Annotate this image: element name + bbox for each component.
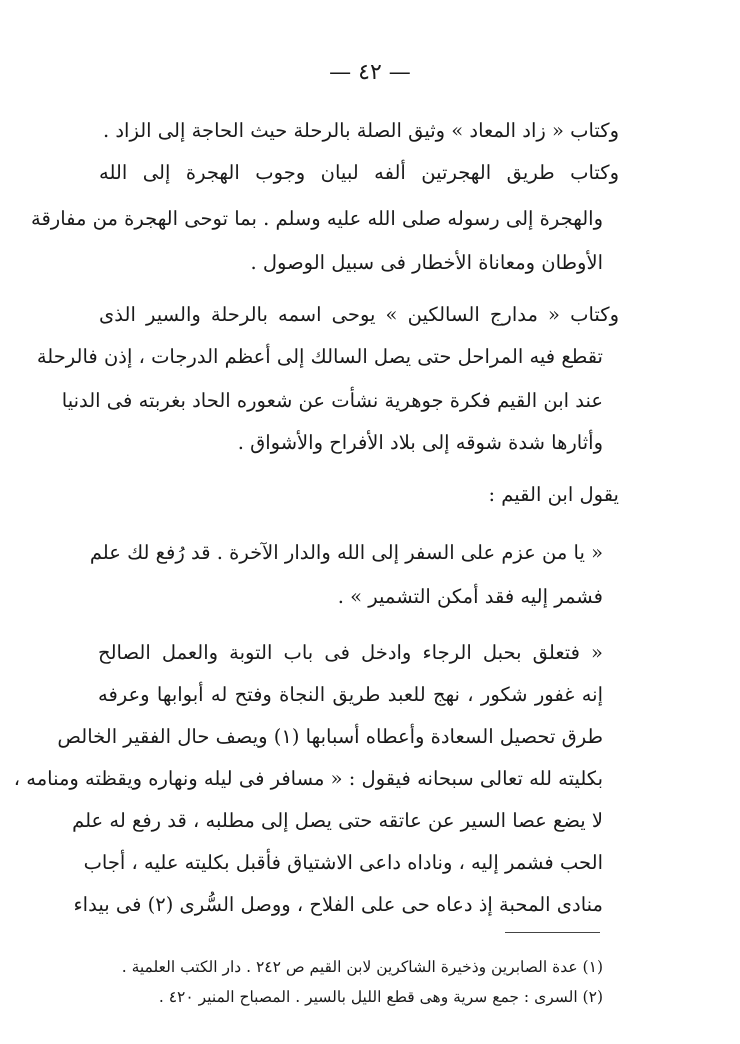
text-line: وكتاب « زاد المعاد » وثيق الصلة بالرحلة حيث الحاجة إلى الزاد . [102, 119, 619, 142]
text-line: بكليته لله تعالى سبحانه فيقول : « مسافر فى ليله ونهاره ويقظته ومنامه ، [13, 767, 603, 790]
text-line: تقطع فيه المراحل حتى يصل السالك إلى أعظم الدرجات ، إذن فالرحلة [36, 345, 603, 368]
page-number: — ٤٢ — [329, 60, 411, 85]
footnote-divider [505, 932, 600, 933]
text-line: وأثارها شدة شوقه إلى بلاد الأفراح والأشواق . [237, 431, 603, 454]
footnote-2: (٢) السرى : جمع سرية وهى قطع الليل بالسير . المصباح المنير ٤٢٠ . [158, 988, 603, 1006]
text-line: وكتاب « مدارج السالكين » يوحى اسمه بالرحلة والسير الذى [99, 303, 619, 326]
text-line: الحب فشمر إليه ، وناداه داعى الاشتياق فأقبل بكليته عليه ، أجاب [83, 851, 603, 874]
text-line: طرق تحصيل السعادة وأعطاه أسبابها (١) ويصف حال الفقير الخالص [57, 725, 603, 748]
text-line: منادى المحبة إذ دعاه حى على الفلاح ، ووصل السُّرى (٢) فى بيداء [73, 893, 603, 916]
text-line: الأوطان ومعاناة الأخطار فى سبيل الوصول . [250, 251, 603, 274]
text-line: وكتاب طريق الهجرتين ألفه لبيان وجوب الهجرة إلى الله [99, 161, 619, 184]
text-line: عند ابن القيم فكرة جوهرية نشأت عن شعوره الحاد بغربته فى الدنيا [61, 389, 603, 412]
text-line: لا يضع عصا السير عن عاتقه حتى يصل إلى مطلبه ، قد رفع له علم [72, 809, 603, 832]
text-line: فشمر إليه فقد أمكن التشمير » . [337, 585, 603, 608]
text-line: « فتعلق بحبل الرجاء وادخل فى باب التوبة والعمل الصالح [98, 641, 603, 664]
footnote-1: (١) عدة الصابرين وذخيرة الشاكرين لابن القيم ص ٢٤٢ . دار الكتب العلمية . [121, 958, 603, 976]
text-line: إنه غفور شكور ، نهج للعبد طريق النجاة وفتح له أبوابها وعرفه [98, 683, 603, 706]
text-line: يقول ابن القيم : [488, 483, 619, 506]
text-line: « يا من عزم على السفر إلى الله والدار الآخرة . قد رُفع لك علم [89, 541, 603, 564]
text-line: والهجرة إلى رسوله صلى الله عليه وسلم . بما توحى الهجرة من مفارقة [31, 207, 603, 230]
